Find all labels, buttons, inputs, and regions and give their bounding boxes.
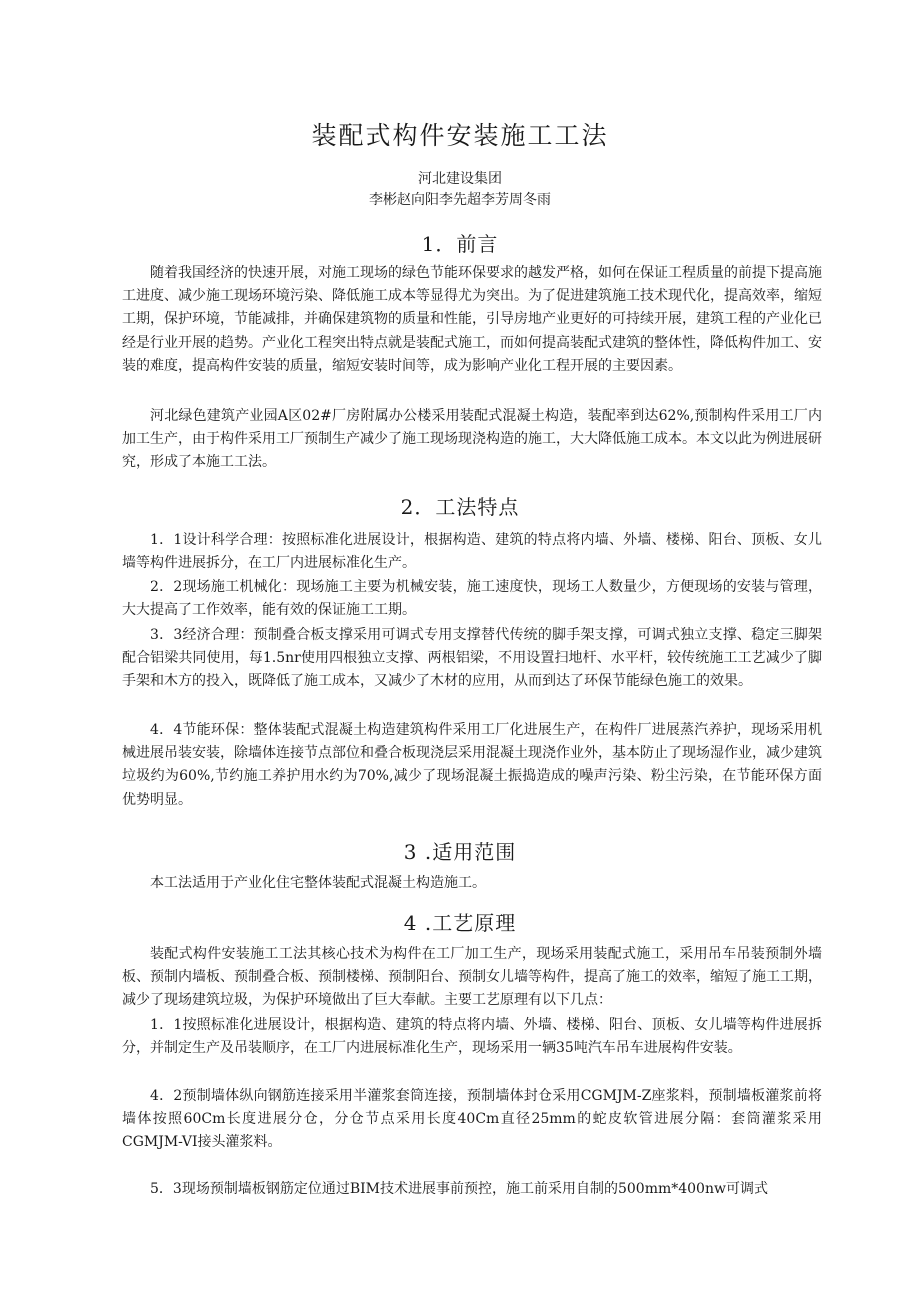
paragraph: 随着我国经济的快速开展，对施工现场的绿色节能环保要求的越发严格，如何在保证工程质量的前提下提高施工进度、减少施工现场环境污染、降低施工成本等显得尤为突出。为了促进建筑施工技术现代化，提高效率，缩短工期，保护环境，节能减排，并确保建筑物的质量和性能，引导房地产业更好的可持续开展，建筑工程的产业化已经是行业开展的趋势。产业化工程突出特点就是装配式施工，而如何提高装配式建筑的整体性，降低构件加工、安装的难度，提高构件安装的质量，缩短安装时间等，成为影响产业化工程开展的主要因素。 (122, 265, 822, 374)
section-heading-features: 2．工法特点 (400, 495, 520, 519)
section-heading-scope: 3 .适用范围 (403, 840, 517, 864)
author-organization: 河北建设集团 (418, 171, 502, 187)
paragraph: 河北绿色建筑产业园A区02#厂房附属办公楼采用装配式混凝土构造，装配率到达62%,预制构件采用工厂内加工生产，由于构件采用工厂预制生产减少了施工现场现浇构造的施工，大大降低施工成本。本文以此为例进展研究，形成了本施工工法。 (122, 408, 822, 471)
document-title: 装配式构件安装施工工法 (311, 121, 609, 150)
paragraph: 装配式构件安装施工工法其核心技术为构件在工厂加工生产，现场采用装配式施工，采用吊车吊装预制外墙板、预制内墙板、预制叠合板、预制楼梯、预制阳台、预制女儿墙等构件，提高了施工的效率，缩短了施工工期，减少了现场建筑垃圾，为保护环境做出了巨大奉献。主要工艺原理有以下几点： (122, 946, 822, 1009)
list-item: 1．1按照标准化进展设计，根据构造、建筑的特点将内墙、外墙、楼梯、阳台、顶板、女儿墙等构件进展拆分，并制定生产及吊装顺序，在工厂内进展标准化生产，现场采用一辆35吨汽车吊车进展构件安装。 (122, 1017, 822, 1057)
list-item: 5．3现场预制墙板钢筋定位通过BIM技术进展事前预控，施工前采用自制的500mm*400nw可调式 (150, 1181, 768, 1197)
list-item: 4．2预制墙体纵向钢筋连接采用半灌浆套筒连接，预制墙体封仓采用CGMJM-Z座浆料，预制墙板灌浆前将墙体按照60Cm长度进展分仓，分仓节点采用长度40Cm直径25mm的蛇皮软管进展分隔：套筒灌浆采用CGMJM-VI接头灌浆料。 (122, 1088, 822, 1151)
section-heading-principle: 4 .工艺原理 (403, 911, 517, 935)
author-names: 李彬赵向阳李先超李芳周冬雨 (369, 192, 551, 208)
paragraph: 本工法适用于产业化住宅整体装配式混凝土构造施工。 (150, 875, 486, 891)
list-item: 1．1设计科学合理：按照标准化进展设计，根据构造、建筑的特点将内墙、外墙、楼梯、阳台、顶板、女儿墙等构件进展拆分，在工厂内进展标准化生产。 (122, 532, 822, 572)
list-item: 4．4节能环保：整体装配式混凝土构造建筑构件采用工厂化进展生产，在构件厂进展蒸汽养护，现场采用机械进展吊装安装，除墙体连接节点部位和叠合板现浇层采用混凝土现浇作业外，基本防止了现场湿作业，减少建筑垃圾约为60%,节约施工养护用水约为70%,减少了现场混凝土振捣造成的噪声污染、粉尘污染，在节能环保方面优势明显。 (122, 722, 822, 808)
section-heading-preface: 1．前言 (421, 232, 499, 256)
list-item: 3．3经济合理：预制叠合板支撑采用可调式专用支撑替代传统的脚手架支撑，可调式独立支撑、稳定三脚架配合铝梁共同使用，每1.5nr使用四根独立支撑、两根铝梁，不用设置扫地杆、水平杆，较传统施工工艺减少了脚手架和木方的投入，既降低了施工成本，又减少了木材的应用，从而到达了环保节能绿色施工的效果。 (122, 627, 822, 690)
list-item: 2．2现场施工机械化：现场施工主要为机械安装，施工速度快，现场工人数量少，方便现场的安装与管理，大大提高了工作效率，能有效的保证施工工期。 (122, 579, 822, 619)
